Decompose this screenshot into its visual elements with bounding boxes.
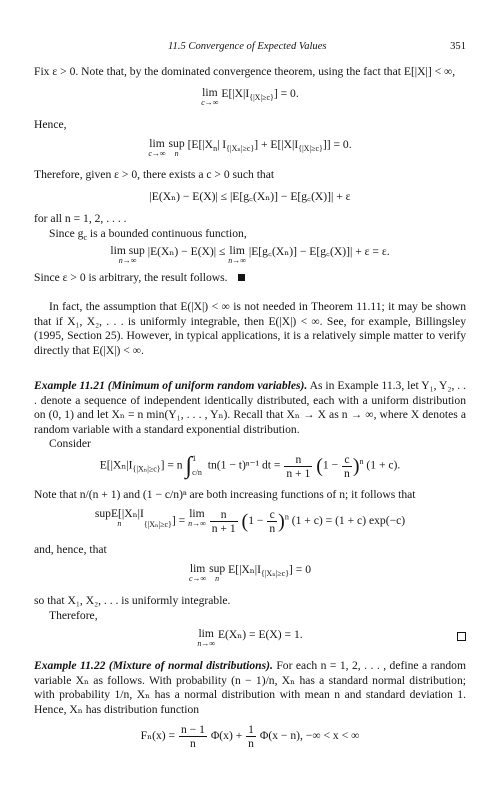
example-11-22-label: Example 11.22 (Mixture of normal distributions). bbox=[34, 659, 273, 672]
paragraph-in-fact: In fact, the assumption that E(|X|) < ∞ is not needed in Theorem 11.11; it may be shown that if X₁, X₂, . . . is uniformly integrable, then E(|X|) < ∞. See, for example, Billingsley (1995, Section 25). However, in typical applications, it is a relatively simple matter to verify directly that E(|X|) < ∞. bbox=[34, 300, 466, 357]
equation-limsup-sum: lim c→∞ sup n [$E[|X_n|$ $I_{\{|X_n|\ge c\}}] + E[|X|I_{\{|X|\ge c\}}]] = 0$. bbox=[148, 137, 352, 158]
text-since-gc-bounded: Since $g_c$ is a bounded continuous function, bbox=[49, 227, 247, 242]
text-since-eps-arbitrary: Since ε > 0 is arbitrary, the result follows. bbox=[34, 271, 466, 286]
paragraph-example-11-22: Example 11.22 (Mixture of normal distributions). For each n = 1, 2, . . . , define a random variable Xₙ as follows. With probability (n − 1)/n, Xₙ has a standard normal distribution; with probability 1/n, Xₙ has a normal distribution with mean n and standard deviation 1. Hence, Xₙ has distribution function bbox=[34, 659, 466, 716]
text-and-hence: and, hence, that bbox=[34, 543, 107, 556]
text-consider: Consider bbox=[49, 437, 91, 450]
qed-open-square bbox=[457, 632, 466, 641]
equation-distribution-function: Fₙ(x) = $\frac{n - 1}{n}$ Φ(x) + $\frac{1}{n}$ Φ(x − n), −∞ < x < ∞ bbox=[140, 723, 360, 750]
text-therefore: Therefore, bbox=[49, 609, 98, 622]
equation-uniform-integrable: lim c→∞ sup n $E[|X_n|I_{\{|X_n|\ge c\}}] = 0$ bbox=[188, 562, 312, 583]
running-header bbox=[34, 40, 466, 54]
equation-sup-limit: supE[|Xₙ|I n $_{\{|X_n|\ge c\}}$] = lim n→∞ $\frac{n}{n + 1}$ (1 − $\frac{c}{n}$ )$^n$ (1 + c) = (1 + c) exp(−c) bbox=[94, 507, 406, 535]
text-therefore-given-eps: Therefore, given ε > 0, there exists a c > 0 such that bbox=[34, 168, 275, 181]
paragraph-example-11-21: Example 11.21 (Minimum of uniform random variables). As in Example 11.3, let Y₁, Y₂, . . . denote a sequence of independent identically distributed, each with a uniform distribution on (0, 1) and let Xₙ = n min(Y₁, . . . , Yₙ). Recall that Xₙ → X as n → ∞, where X denotes a random variable with a standard exponential distribution. bbox=[34, 379, 466, 436]
book-page bbox=[34, 0, 466, 800]
text-hence: Hence, bbox=[34, 118, 67, 131]
equation-bound: |E(Xₙ) − E(X)| ≤ |E[g꜀(Xₙ)] − E[g꜀(X)]| + ε bbox=[149, 190, 351, 203]
example-11-21-label: Example 11.21 (Minimum of uniform random variables). bbox=[34, 379, 308, 392]
page-number: 351 bbox=[450, 41, 466, 52]
equation-dominated-limit: lim c→∞ $E[|X|I_{\{|X|\ge c\}}] = 0$. bbox=[201, 86, 299, 107]
paragraph-fix-eps: Fix ε > 0. Note that, by the dominated convergence theorem, using the fact that E[|X|] < ∞, bbox=[34, 65, 456, 78]
qed-solid-square bbox=[238, 274, 245, 281]
text-for-all-n: for all n = 1, 2, . . . . bbox=[34, 212, 127, 225]
equation-limsup-eps: lim sup n→∞ |E(Xₙ) − E(X)| ≤ lim n→∞ |E[g꜀(Xₙ)] − E[g꜀(X)]| + ε = ε. bbox=[110, 244, 390, 265]
equation-integral: $E[|X_n|I_{\{|X_n|\ge c\}}] = n$ ∫ 1 c/n tn(1 − t)ⁿ⁻¹ dt = $\frac{n}{n + 1}$ (1 − $\frac{c}{n}$ )$^n$ (1 + c). bbox=[99, 452, 401, 480]
text-so-that: so that X₁, X₂, . . . is uniformly integrable. bbox=[34, 594, 231, 607]
text-note-increasing: Note that n/(n + 1) and (1 − c/n)ⁿ are both increasing functions of n; it follows that bbox=[34, 488, 416, 501]
equation-expectation-limit: lim n→∞ E(Xₙ) = E(X) = 1. bbox=[197, 627, 303, 648]
running-title: 11.5 Convergence of Expected Values bbox=[168, 41, 327, 52]
